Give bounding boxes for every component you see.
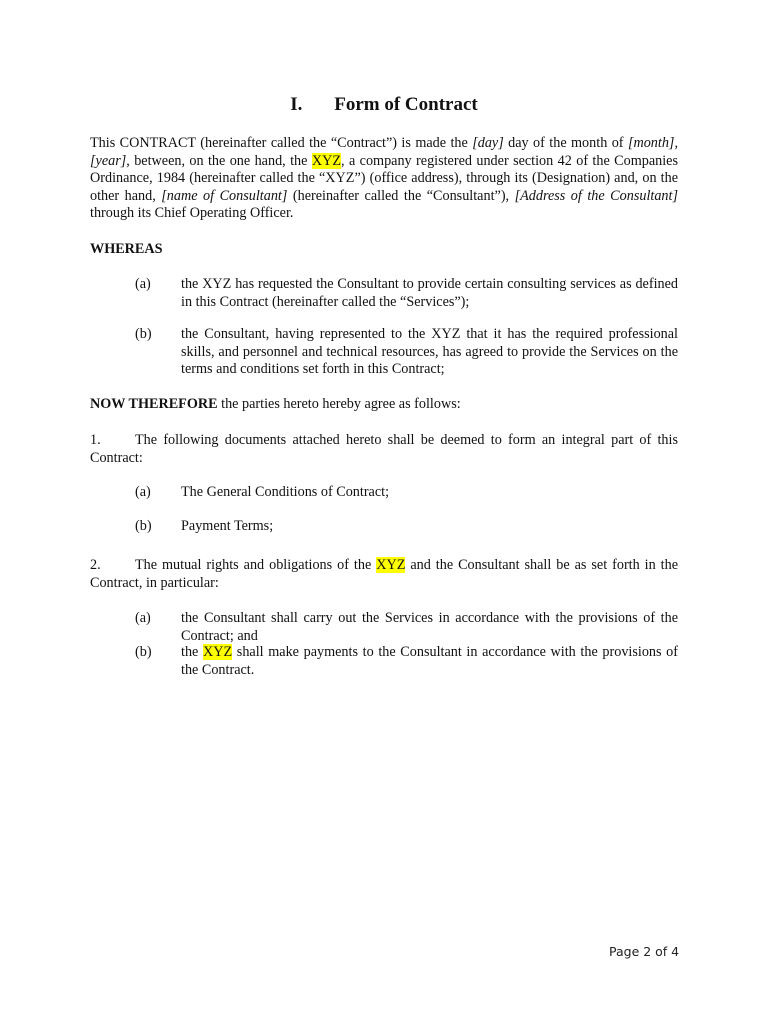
clause-2-item-b (181, 644, 678, 679)
clause-2-text: The mutual rights and obligations of the (135, 557, 377, 573)
clause-1-item-a: The General Conditions of Contract; (181, 484, 390, 500)
intro-text: (hereinafter called the “Consultant”), (287, 187, 515, 204)
intro-text: , (674, 135, 678, 151)
day-placeholder: [day] (472, 135, 504, 151)
clause-1-marker-b: (b) (135, 518, 152, 534)
whereas-marker-a: (a) (135, 276, 151, 292)
clause-1-item-b: Payment Terms; (181, 518, 274, 534)
clause-2-item-b-text: shall make payments to the Consultant in accordance with the provisions of the Contract. (181, 644, 678, 678)
xyz-highlight: XYZ (202, 644, 233, 660)
clause-2-marker-a: (a) (135, 610, 151, 626)
section-number: I. (290, 94, 303, 115)
clause-1-text: The following documents attached hereto shall be deemed to form an integral part of this Contract: (90, 432, 678, 466)
intro-text: , between, on the one hand, the (126, 152, 312, 169)
clause-2-marker-b: (b) (135, 644, 152, 660)
intro-text: , a company registered under section 42 of the Companies Ordinance, 1984 (hereinafter called the “XYZ”) (office address), through its (Designation) and, on the other hand, (90, 152, 678, 204)
clause-2-item-a: the Consultant shall carry out the Services in accordance with the provisions of the Contract; and (181, 610, 678, 644)
whereas-item-a: the XYZ has requested the Consultant to provide certain consulting services as defined in this Contract (hereinafter called the “Services”); (181, 276, 678, 310)
consultant-address-placeholder: [Address of the Consultant] (514, 187, 678, 204)
consultant-name-placeholder: [name of Consultant] (161, 187, 288, 204)
xyz-highlight: XYZ (376, 557, 406, 573)
intro-text: This CONTRACT (hereinafter called the “Contract”) is made the (90, 135, 473, 151)
xyz-highlight: XYZ (311, 152, 342, 169)
intro-text: day of the month of (503, 135, 628, 151)
whereas-marker-b: (b) (135, 326, 152, 342)
clause-1-paragraph (90, 432, 678, 467)
intro-paragraph (90, 135, 678, 223)
page-number: Page 2 of 4 (609, 944, 680, 959)
clause-1-marker-a: (a) (135, 484, 151, 500)
clause-2-text: and the Consultant shall be as set forth in the Contract, in particular: (90, 557, 678, 591)
clause-1-number: 1. (90, 432, 101, 448)
now-therefore-paragraph (90, 396, 678, 414)
whereas-item-b: the Consultant, having represented to the XYZ that it has the required professional skills, and personnel and technical resources, has agreed to provide the Services on the terms and conditions set forth in this Contract; (181, 326, 678, 377)
clause-2-item-b-text: the (181, 644, 203, 660)
section-title: Form of Contract (334, 94, 478, 115)
intro-text: through its Chief Operating Officer. (90, 205, 294, 221)
page-title (0, 93, 768, 117)
year-placeholder: [year] (90, 152, 127, 169)
month-placeholder: [month] (627, 135, 675, 151)
whereas-heading: WHEREAS (90, 241, 163, 257)
clause-2-number: 2. (90, 557, 101, 573)
now-therefore-bold: NOW THEREFORE (90, 396, 218, 412)
now-therefore-text: the parties hereto hereby agree as follows: (217, 396, 461, 412)
clause-2-paragraph (90, 557, 678, 592)
